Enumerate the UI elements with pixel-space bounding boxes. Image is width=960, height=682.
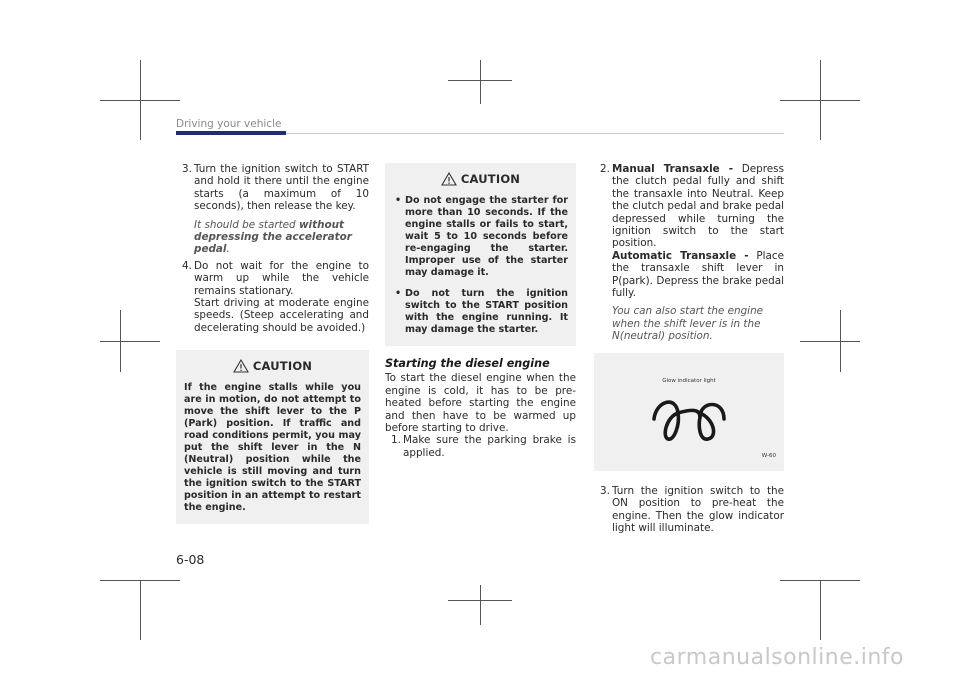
- warning-triangle-icon: [233, 359, 249, 373]
- crop-mark: [480, 585, 481, 625]
- note-accelerator: It should be started without depressing the accelerator pedal.: [194, 218, 352, 256]
- crop-mark: [100, 341, 160, 342]
- warning-triangle-icon: [441, 172, 457, 186]
- caution-title: CAUTION: [252, 359, 313, 374]
- page-number: 6-08: [176, 552, 205, 567]
- crop-mark: [140, 580, 141, 640]
- caution-item: • Do not engage the starter for more than 10 seconds. If the engine stalls or fails to start, wait 5 to 10 seconds before re-engaging the starter. Improper use of the starter may damage it.: [395, 195, 568, 278]
- section-header-title: Driving your vehicle: [176, 118, 282, 130]
- crop-mark: [820, 60, 821, 140]
- column-left: [176, 163, 369, 524]
- crop-mark: [820, 580, 821, 640]
- section-title-diesel: Starting the diesel engine: [385, 357, 550, 370]
- figure-caption: Glow indicator light: [662, 377, 716, 384]
- page-header: [176, 118, 784, 136]
- diesel-intro: To start the diesel engine when the engine is cold, it has to be pre-heated before starting the engine and then have to be warmed up before starting to drive.: [385, 372, 576, 435]
- caution-text: If the engine stalls while you are in motion, do not attempt to move the shift lever to the P (Park) position. If traffic and road conditions permit, you may put the shift lever in the N (Neutral) position while the vehicle is still moving and turn the ignition switch to the START position in an attempt to restart the engine.: [184, 382, 361, 514]
- figure-code: W-60: [761, 453, 776, 460]
- column-middle: [385, 163, 576, 459]
- column-right: [594, 163, 784, 534]
- crop-mark: [480, 60, 481, 104]
- crop-mark: [840, 310, 841, 372]
- step-3-preheat: 3. Turn the ignition switch to the ON position to pre-heat the engine. Then the glow indicator light will illuminate.: [600, 484, 784, 534]
- caution-item: • Do not turn the ignition switch to the START position with the engine running. It may damage the starter.: [395, 288, 568, 335]
- caution-list: [393, 195, 568, 336]
- caution-title: CAUTION: [460, 171, 521, 186]
- watermark: carmanualsonline.info: [650, 645, 904, 670]
- step-4-drive: 4. Do not wait for the engine to warm up while the vehicle remains stationary. Start driving at moderate engine speeds. (Steep accelerating and decelerating should be avoided.): [182, 259, 369, 334]
- header-rule: [286, 133, 784, 134]
- crop-mark: [140, 60, 141, 140]
- header-accent-bar: [176, 131, 286, 135]
- crop-mark: [120, 310, 121, 372]
- caution-box-stall: [176, 350, 369, 524]
- crop-mark: [800, 341, 860, 342]
- caution-box-starter: [385, 163, 576, 346]
- note-neutral: You can also start the engine when the shift lever is in the N(neutral) position.: [612, 305, 764, 343]
- glow-indicator-figure: [594, 353, 784, 471]
- step-1-parking-brake: 1. Make sure the parking brake is applied.: [391, 434, 576, 459]
- step-2-transaxle: 2. Manual Transaxle - Depress the clutch pedal fully and shift the transaxle into Neutral. Keep the clutch pedal and brake pedal depressed while turning the ignition switch to the start position. Automatic Transaxle - Place the transaxle shift lever in P(park). Depress the brake pedal fully.: [600, 163, 784, 300]
- step-3-start: 3. Turn the ignition switch to START and hold it there until the engine starts (a maximum of 10 seconds), then release the key.: [182, 163, 369, 213]
- glow-plug-icon: [652, 391, 726, 445]
